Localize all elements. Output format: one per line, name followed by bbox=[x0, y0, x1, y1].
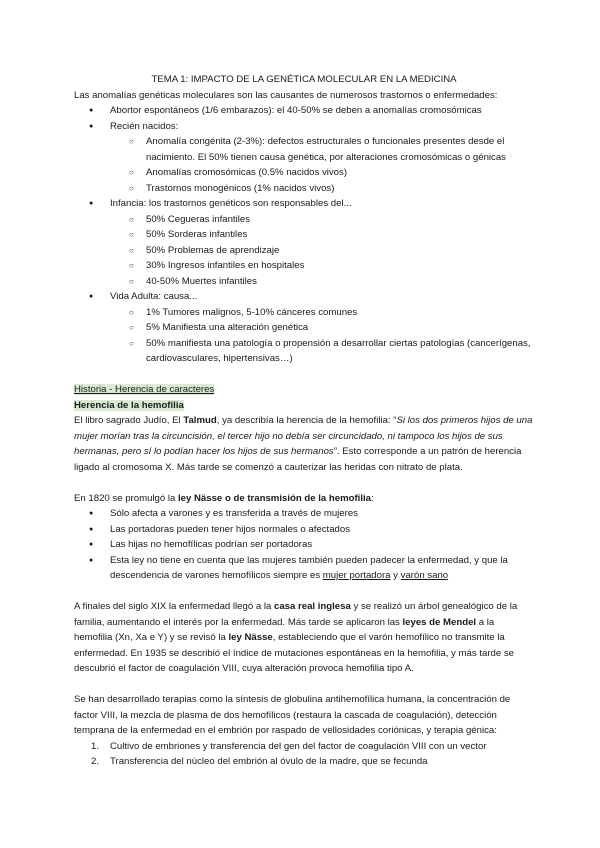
sub-list-item: ○ 50% Problemas de aprendizaje bbox=[74, 243, 534, 259]
sub-list-item: ○ Anomalía congénita (2-3%): defectos estructurales o funcionales presentes desde el nacimiento. El 50% tienen causa genética, por alteraciones cromosómicas o génicas bbox=[74, 134, 534, 165]
list-item: ● Abortor espontáneos (1/6 embarazos): el 40-50% se deben a anomalías cromosómicas bbox=[74, 103, 534, 119]
sub-list-item: ○ Trastornos monogénicos (1% nacidos vivos) bbox=[74, 181, 534, 197]
talmud-paragraph: El libro sagrado Judío, El Talmud, ya describía la herencia de la hemofilia: “Si los dos primeros hijos de una mujer morían tras la circuncisión, el tercer hijo no debía ser circuncidado, ni tampoco los hijos de sus hermanas, pero sí lo podían hacer los hijos de sus hermanos”. Esto corresponde a un patrón de herencia ligado al cromosoma X. Más tarde se comenzó a cauterizar las heridas con nitrato de plata. bbox=[74, 415, 533, 473]
document-title: TEMA 1: IMPACTO DE LA GENÉTICA MOLECULAR EN LA MEDICINA bbox=[151, 74, 457, 85]
document-page bbox=[74, 72, 534, 770]
nasse-law-list bbox=[74, 506, 534, 584]
sub-list-item: ○ 50% Cegueras infantiles bbox=[74, 212, 534, 228]
section-heading bbox=[74, 382, 534, 398]
list-item: ● Infancia: los trastornos genéticos son responsables del... bbox=[74, 196, 534, 212]
list-item: ● Sólo afecta a varones y es transferida a través de mujeres bbox=[74, 506, 534, 522]
hemophilia-heading: Herencia de la hemofilia bbox=[74, 399, 184, 411]
nasse-law-paragraph: En 1820 se promulgó la ley Nässe o de transmisión de la hemofilia: bbox=[74, 492, 374, 504]
royal-family-paragraph: A finales del siglo XIX la enfermedad llegó a la casa real inglesa y se realizó un árbol genealógico de la familia, aumentando el interés por la enfermedad. Más tarde se aplicaron las leyes de Mendel a la hemofilia (Xn, Xa e Y) y se revisó la ley Nässe, estableciendo que el varón hemofílico no transmite la enfermedad. En 1935 se describió el índice de mutaciones espontáneas en la hemofilia, y más tarde se descubrió el factor de coagulación VIII, cuya alteración provoca hemofilia tipo A. bbox=[74, 601, 518, 674]
sub-list-item: ○ 40-50% Muertes infantiles bbox=[74, 274, 534, 290]
list-item: ● Vida Adulta: causa... bbox=[74, 289, 534, 305]
list-item: ● Las hijas no hemofílicas podrían ser portadoras bbox=[74, 537, 534, 553]
sub-list-item: ○ 50% manifiesta una patología o propensión a desarrollar ciertas patologías (cancerígenas, cardiovasculares, hipertensivas…) bbox=[74, 336, 534, 367]
anomalies-list bbox=[74, 103, 534, 367]
list-item: ● Esta ley no tiene en cuenta que las mujeres también pueden padecer la enfermedad, y que la descendencia de varones hemofílicos siempre es mujer portadora y varón sano bbox=[74, 553, 534, 584]
sub-list-item: ○ 50% Sorderas infantiles bbox=[74, 227, 534, 243]
therapies-paragraph: Se han desarrollado terapias como la síntesis de globulina antihemofílica humana, la concentración de factor VIII, la mezcla de plasma de dos hemofílicos (restaura la cascada de coagulación), detección temprana de la enfermedad en el embrión por raspado de vellosidades coriónicas, y terapia génica: bbox=[74, 694, 511, 736]
list-item: 1. Cultivo de embriones y transferencia del gen del factor de coagulación VIII con un vector bbox=[91, 740, 487, 752]
sub-list-item: ○ Anomalías cromosómicas (0.5% nacidos vivos) bbox=[74, 165, 534, 181]
sub-list-item: ○ 5% Manifiesta una alteración genética bbox=[74, 320, 534, 336]
subsection-heading bbox=[74, 398, 534, 414]
list-item: 2. Transferencia del núcleo del embrión al óvulo de la madre, que se fecunda bbox=[91, 756, 428, 767]
therapy-list bbox=[74, 739, 534, 770]
sub-list-item: ○ 1% Tumores malignos, 5-10% cánceres comunes bbox=[74, 305, 534, 321]
sub-list-item: ○ 30% Ingresos infantiles en hospitales bbox=[74, 258, 534, 274]
list-item: ● Recién nacidos: bbox=[74, 119, 534, 135]
list-item: ● Las portadoras pueden tener hijos normales o afectados bbox=[74, 522, 534, 538]
history-heading: Historia - Herencia de caracteres bbox=[74, 384, 215, 395]
intro-paragraph: Las anomalías genéticas moleculares son las causantes de numerosos trastornos o enfermedades: bbox=[74, 89, 498, 101]
